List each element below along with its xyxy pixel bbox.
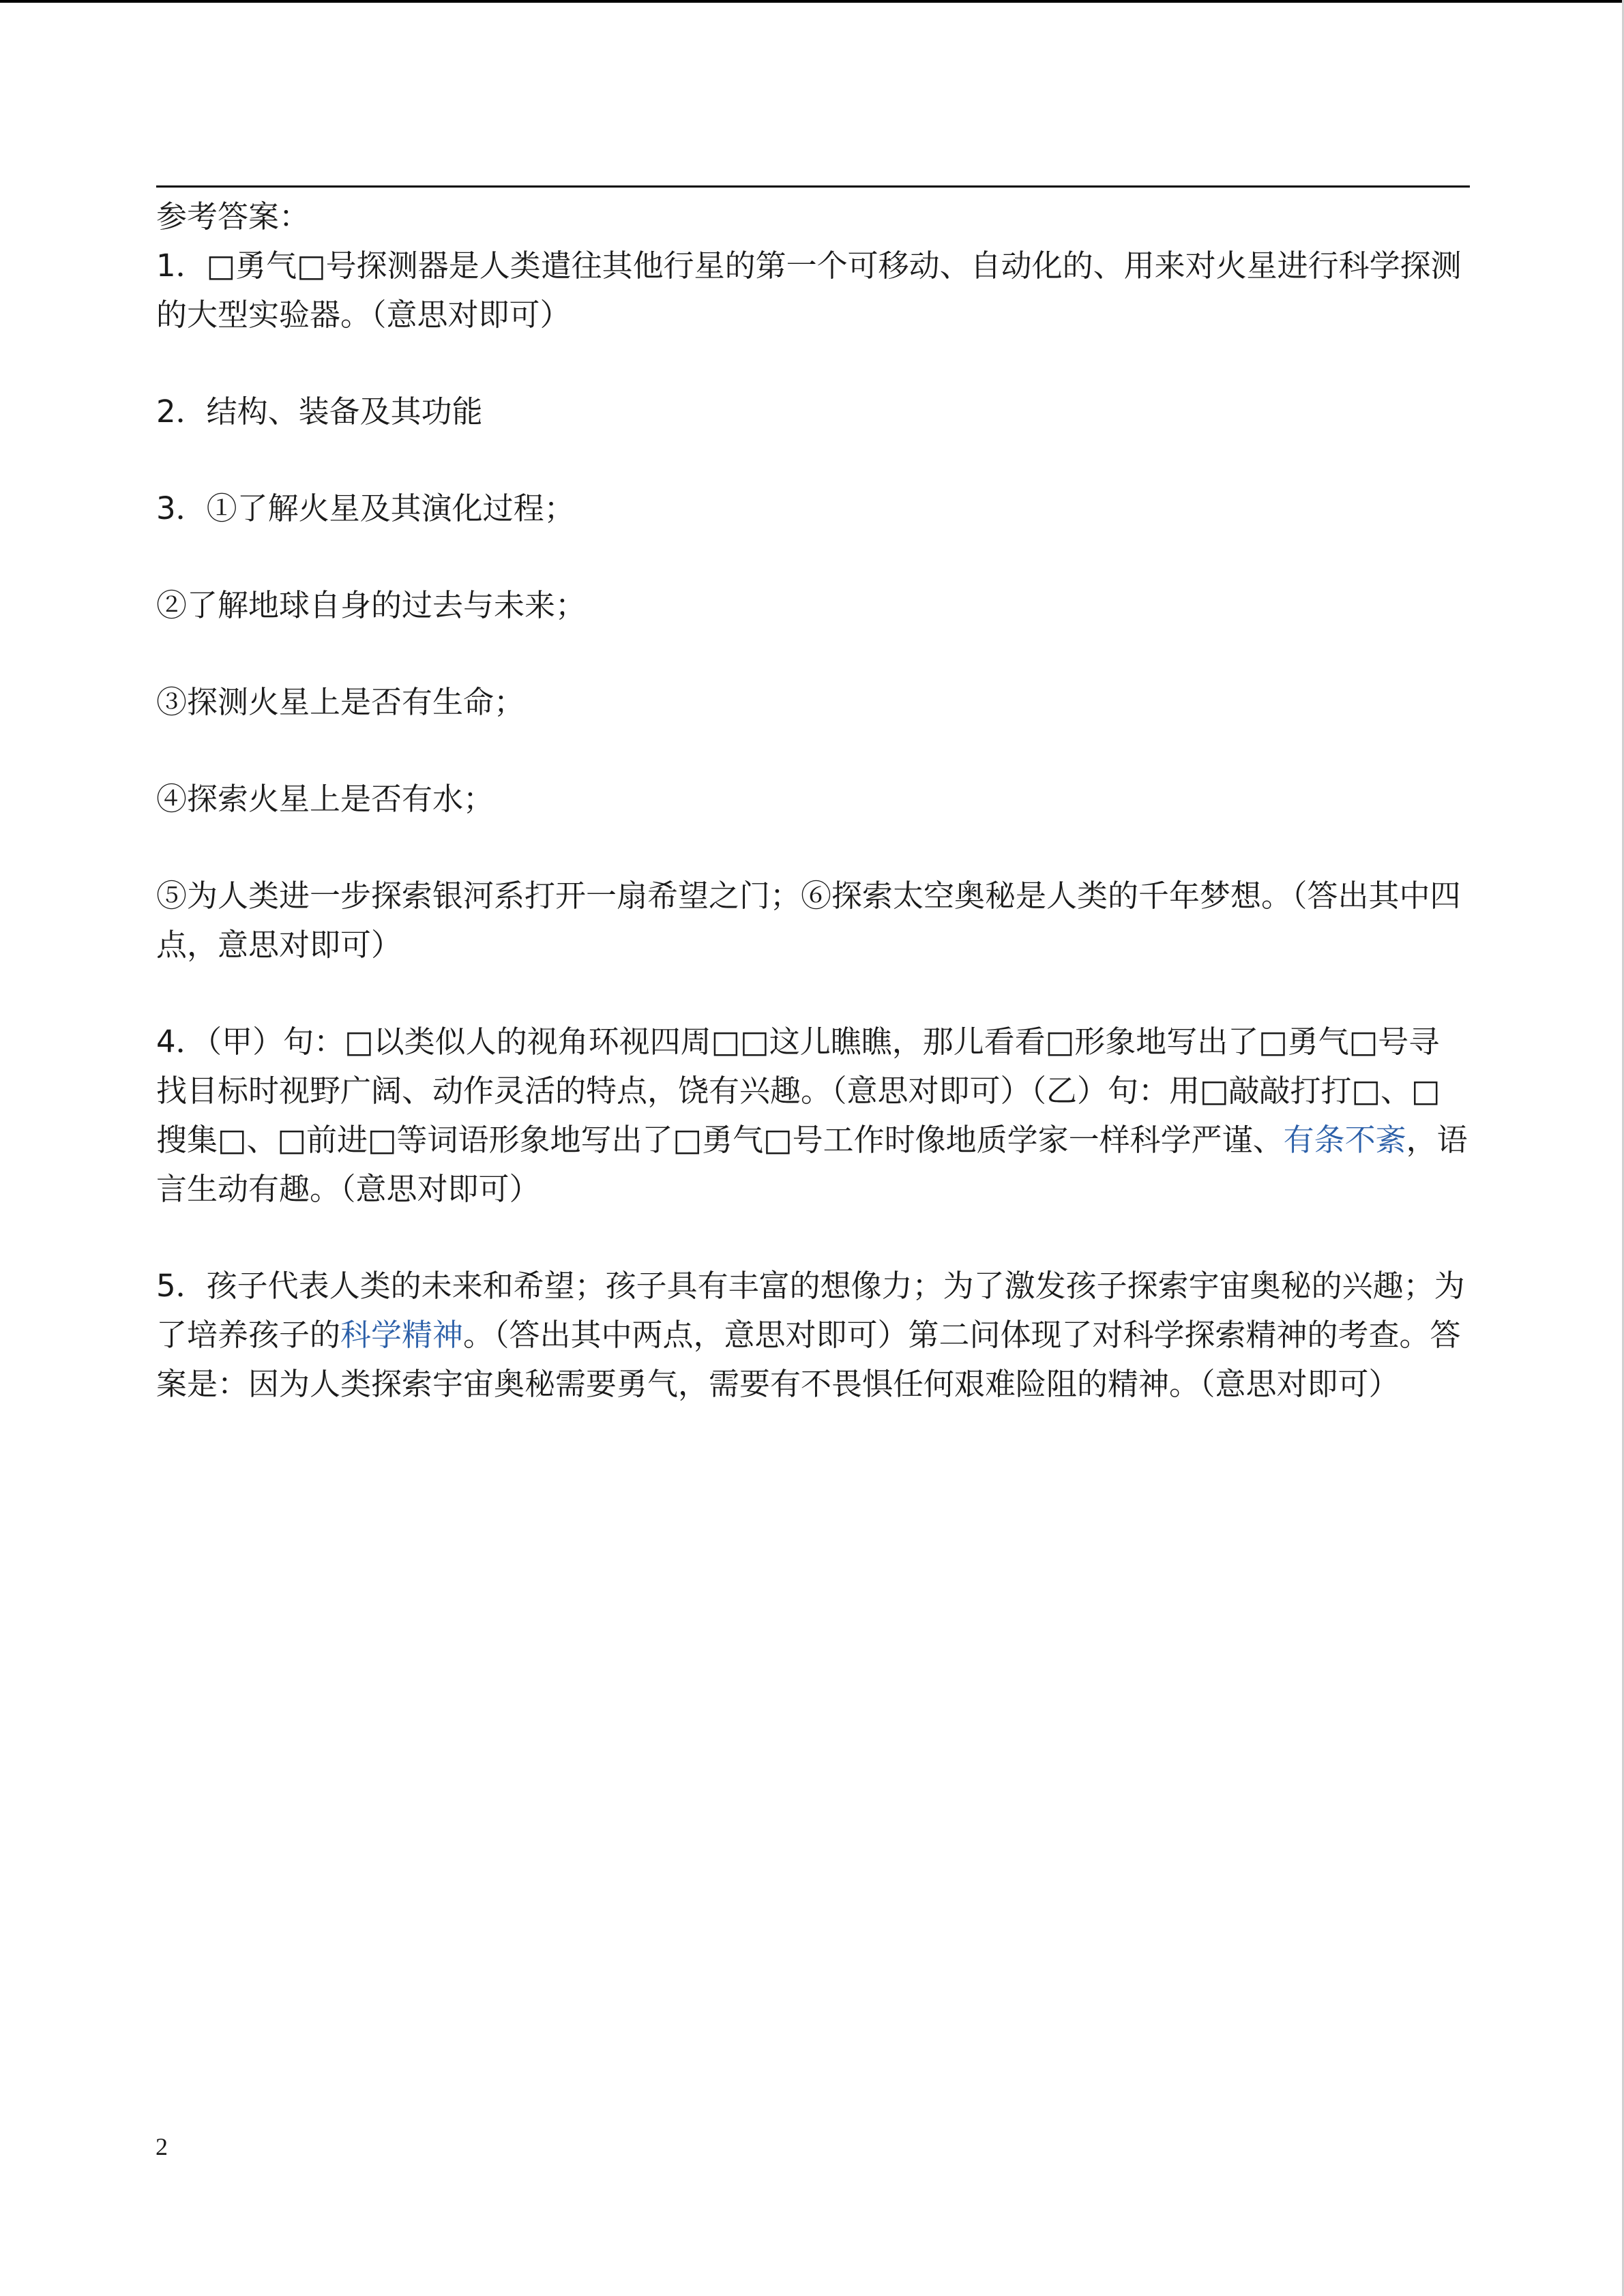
answer-2 bbox=[156, 387, 1470, 436]
answer-3-item-3: ③探测火星上是否有生命； bbox=[156, 684, 525, 720]
answer-4 bbox=[156, 1017, 1470, 1214]
header-rule bbox=[156, 185, 1470, 188]
answer-5 bbox=[156, 1262, 1470, 1409]
answer-1 bbox=[156, 241, 1470, 340]
answer-3-item-5: ⑤为人类进一步探索银河系打开一扇希望之门；⑥探索太空奥秘是人类的千年梦想。（答出其中四点，意思对即可） bbox=[156, 878, 1461, 963]
answer-heading: 参考答案： bbox=[156, 198, 310, 235]
answer-5-text-before: 孩子代表人类的未来和希望；孩子具有丰富的想像力；为了激发孩子探索宇宙奥秘的兴趣；为了培养孩子的 bbox=[156, 1268, 1465, 1353]
answer-1-number: 1． bbox=[156, 248, 207, 284]
answer-3-item-2: ②了解地球自身的过去与未来； bbox=[156, 587, 587, 623]
answer-5-highlight-term: 科学精神 bbox=[340, 1317, 464, 1353]
page-number: 2 bbox=[156, 2133, 168, 2160]
answer-3-item-1-text: ①了解火星及其演化过程； bbox=[206, 490, 575, 526]
answer-content bbox=[156, 192, 1470, 1409]
answer-1-text: □勇气□号探测器是人类遣往其他行星的第一个可移动、自动化的、用来对火星进行科学探测的大型实验器。（意思对即可） bbox=[156, 248, 1462, 333]
answer-4-number: 4． bbox=[156, 1024, 207, 1060]
answer-3-item-4: ④探索火星上是否有水； bbox=[156, 781, 494, 817]
answer-3-item-1 bbox=[156, 484, 1470, 533]
answer-4-highlight-term: 有条不紊 bbox=[1283, 1122, 1406, 1158]
answer-5-number: 5． bbox=[156, 1268, 207, 1304]
answer-4-text-before: （甲）句：□以类似人的视角环视四周□□这儿瞧瞧，那儿看看□形象地写出了□勇气□号寻找目标时视野广阔、动作灵活的特点，饶有兴趣。（意思对即可）（乙）句：用□敲敲打打□、□搜集□、□前进□等词语形象地写出了□勇气□号工作时像地质学家一样科学严谨、 bbox=[156, 1024, 1441, 1158]
answer-2-text: 结构、装备及其功能 bbox=[206, 393, 483, 430]
answer-3-number: 3． bbox=[156, 490, 207, 526]
answer-4-text-after: ，语言生动有趣。（意思对即可） bbox=[156, 1122, 1468, 1207]
answer-5-text-after: 。（答出其中两点，意思对即可）第二问体现了对科学探索精神的考查。答案是：因为人类探索宇宙奥秘需要勇气，需要有不畏惧任何艰难险阻的精神。（意思对即可） bbox=[156, 1317, 1461, 1402]
page-top-border bbox=[0, 0, 1624, 3]
answer-2-number: 2． bbox=[156, 393, 207, 430]
